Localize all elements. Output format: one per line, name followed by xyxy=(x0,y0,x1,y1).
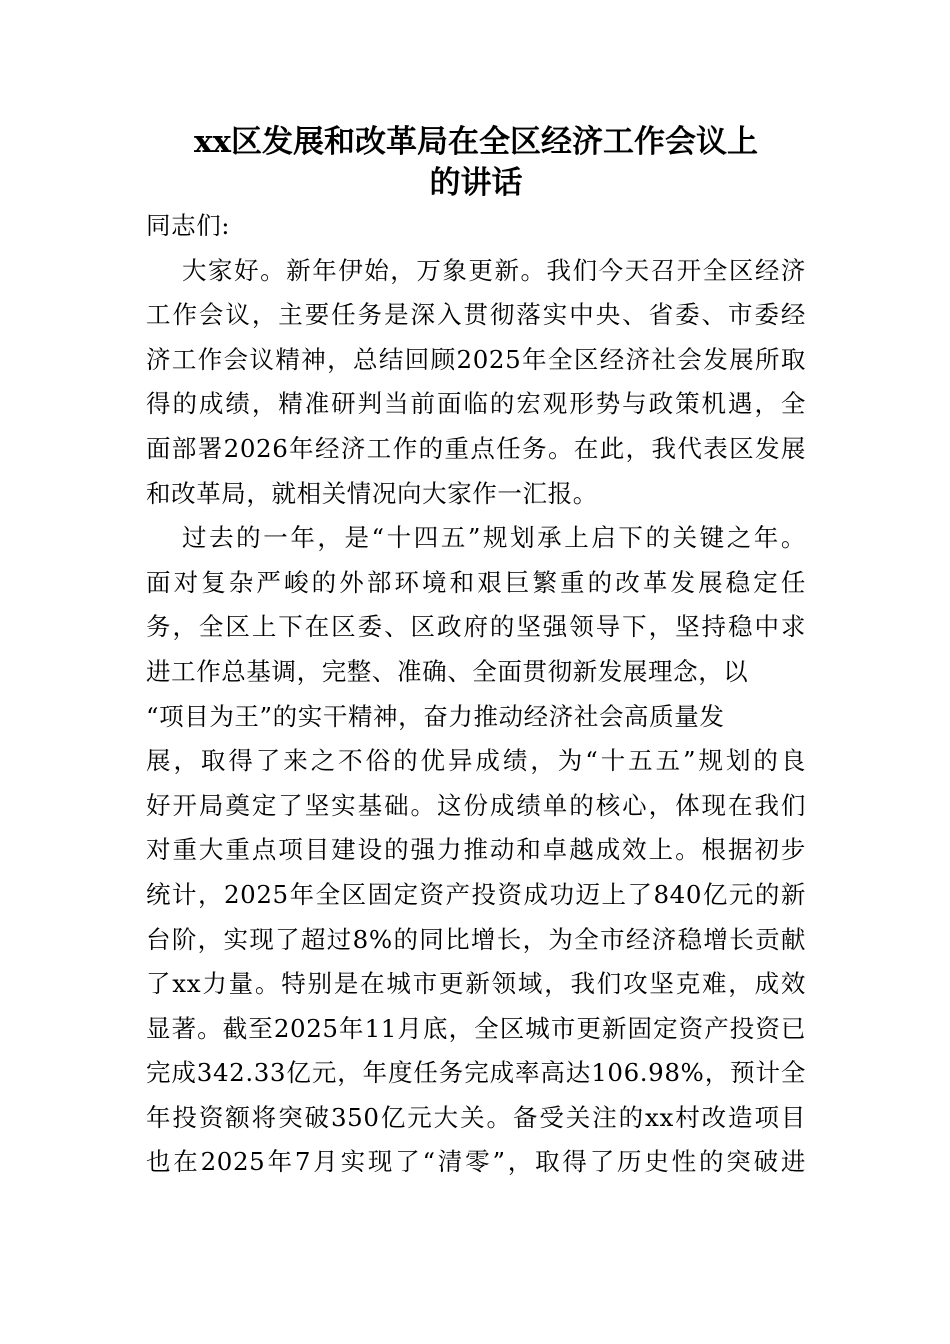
paragraph-line: 台阶，实现了超过8%的同比增长，为全市经济稳增长贡献 xyxy=(146,924,806,954)
paragraph-line: 工作会议，主要任务是深入贯彻落实中央、省委、市委经 xyxy=(146,300,806,330)
paragraph-line: 完成342.33亿元，年度任务完成率高达106.98%，预计全 xyxy=(146,1058,806,1088)
paragraph-line: 得的成绩，精准研判当前面临的宏观形势与政策机遇，全 xyxy=(146,389,806,419)
paragraph-line: 务，全区上下在区委、区政府的坚强领导下，坚持稳中求 xyxy=(146,612,806,642)
paragraph-line: 过去的一年，是“十四五”规划承上启下的关键之年。 xyxy=(182,523,806,553)
paragraph-line: 进工作总基调，完整、准确、全面贯彻新发展理念，以 xyxy=(146,656,749,686)
paragraph-line: 了xx力量。特别是在城市更新领域，我们攻坚克难，成效 xyxy=(146,969,806,999)
paragraph-line: 济工作会议精神，总结回顾2025年全区经济社会发展所取 xyxy=(146,344,806,374)
salutation: 同志们: xyxy=(146,211,231,240)
paragraph-line: 面部署2026年经济工作的重点任务。在此，我代表区发展 xyxy=(146,433,806,463)
paragraph-line: 大家好。新年伊始，万象更新。我们今天召开全区经济 xyxy=(182,255,806,285)
paragraph-line: 展，取得了来之不俗的优异成绩，为“十五五”规划的良 xyxy=(146,746,806,776)
paragraph-line: 显著。截至2025年11月底，全区城市更新固定资产投资已 xyxy=(146,1013,806,1043)
title-line-1: xx区发展和改革局在全区经济工作会议上 xyxy=(194,124,758,160)
paragraph-line: 对重大重点项目建设的强力推动和卓越成效上。根据初步 xyxy=(146,835,806,865)
paragraph-line: 好开局奠定了坚实基础。这份成绩单的核心，体现在我们 xyxy=(146,790,806,820)
document-title xyxy=(146,122,806,204)
paragraph-2 xyxy=(146,516,806,1185)
paragraph-line: 也在2025年7月实现了“清零”，取得了历史性的突破进 xyxy=(146,1147,806,1177)
paragraph-line: “项目为王”的实干精神，奋力推动经济社会高质量发 xyxy=(146,701,725,731)
document-body xyxy=(146,204,806,1185)
paragraph-line: 和改革局，就相关情况向大家作一汇报。 xyxy=(146,478,598,508)
title-line-2: 的讲话 xyxy=(429,165,523,201)
paragraph-line: 统计，2025年全区固定资产投资成功迈上了840亿元的新 xyxy=(146,879,806,909)
paragraph-line: 面对复杂严峻的外部环境和艰巨繁重的改革发展稳定任 xyxy=(146,567,806,597)
paragraph-line: 年投资额将突破350亿元大关。备受关注的xx村改造项目 xyxy=(146,1102,806,1132)
document-page xyxy=(146,122,806,1185)
paragraph-1 xyxy=(146,249,806,517)
